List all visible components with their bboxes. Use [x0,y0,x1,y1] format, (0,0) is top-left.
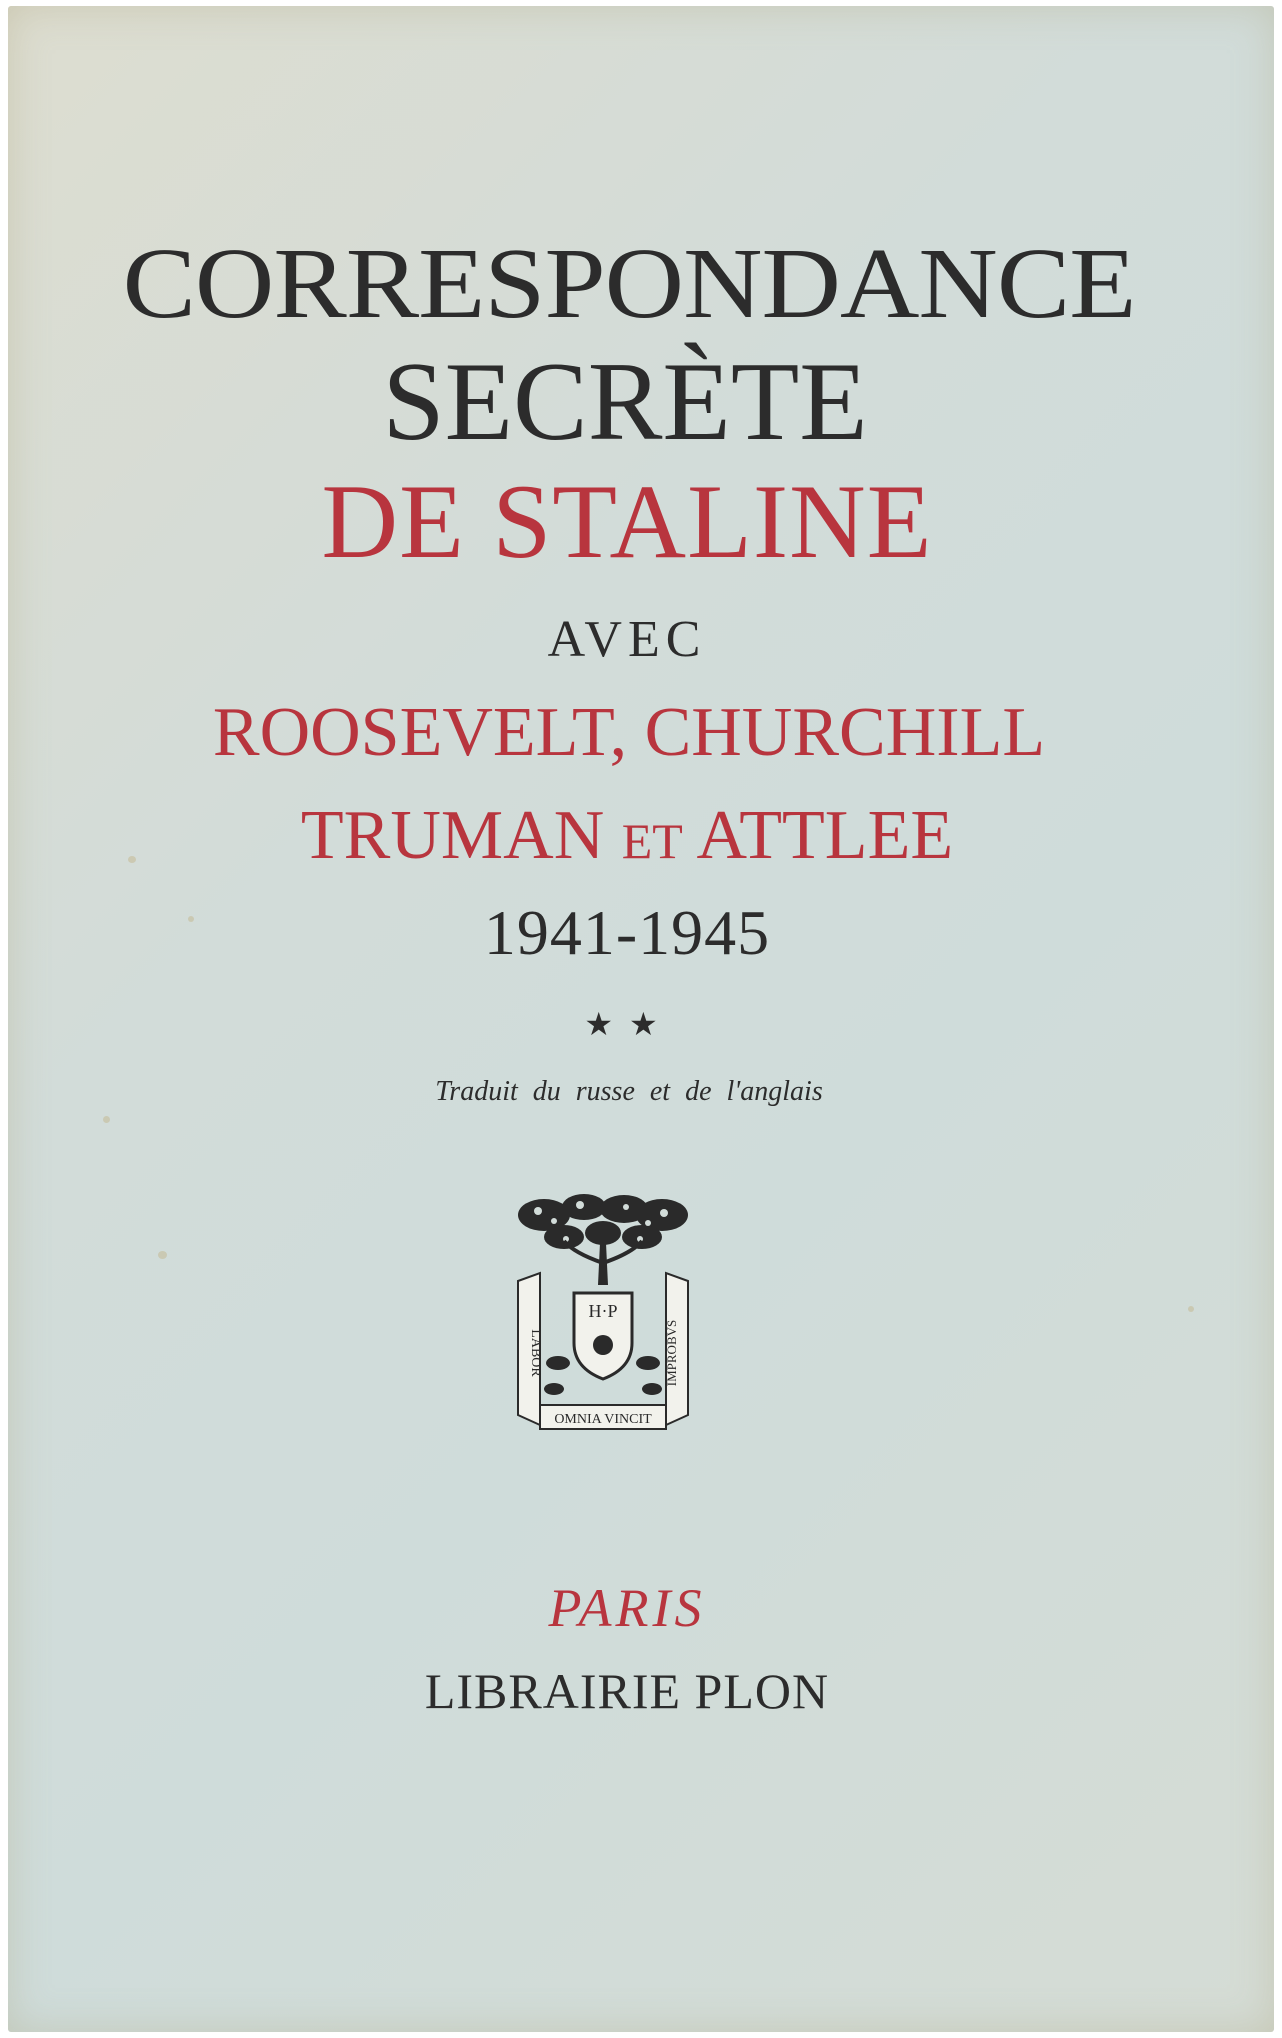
shield-initials: H·P [588,1301,618,1321]
years-range: 1941-1945 [483,897,771,968]
banner-right-icon [664,1273,688,1425]
banner-left-icon [518,1273,543,1425]
banner-bottom-icon [540,1405,666,1429]
shield-icon [574,1293,632,1379]
name-attlee: ATTLEE [696,797,954,874]
avec-label: AVEC [547,611,707,668]
conjunction-et: ET [621,813,683,869]
publisher-emblem-icon [514,1193,692,1437]
foxing-spot [103,1116,110,1123]
name-truman: TRUMAN [300,797,605,874]
publisher-name: LIBRAIRIE PLON [424,1663,830,1719]
motto-right: IMPROBVS [664,1319,679,1387]
foxing-spot [158,1251,167,1259]
volume-stars: ★★ [584,1006,674,1042]
title-line-3: DE STALINE [321,463,933,580]
book-cover [8,6,1274,2032]
motto-left: LABOR [528,1329,543,1377]
names-line-2 [8,797,1260,874]
tree-foliage-icon [518,1194,688,1249]
translation-note: Traduit du russe et de l'anglais [435,1076,823,1107]
foxing-spot [1188,1306,1194,1312]
title-line-2: SECRÈTE [382,340,868,464]
city-label: PARIS [548,1578,706,1638]
motto-bottom: OMNIA VINCIT [554,1412,652,1427]
title-line-1: CORRESPONDANCE [122,226,1136,340]
tree-trunk-icon [598,1243,608,1285]
names-line-1: ROOSEVELT, CHURCHILL [212,694,1046,771]
